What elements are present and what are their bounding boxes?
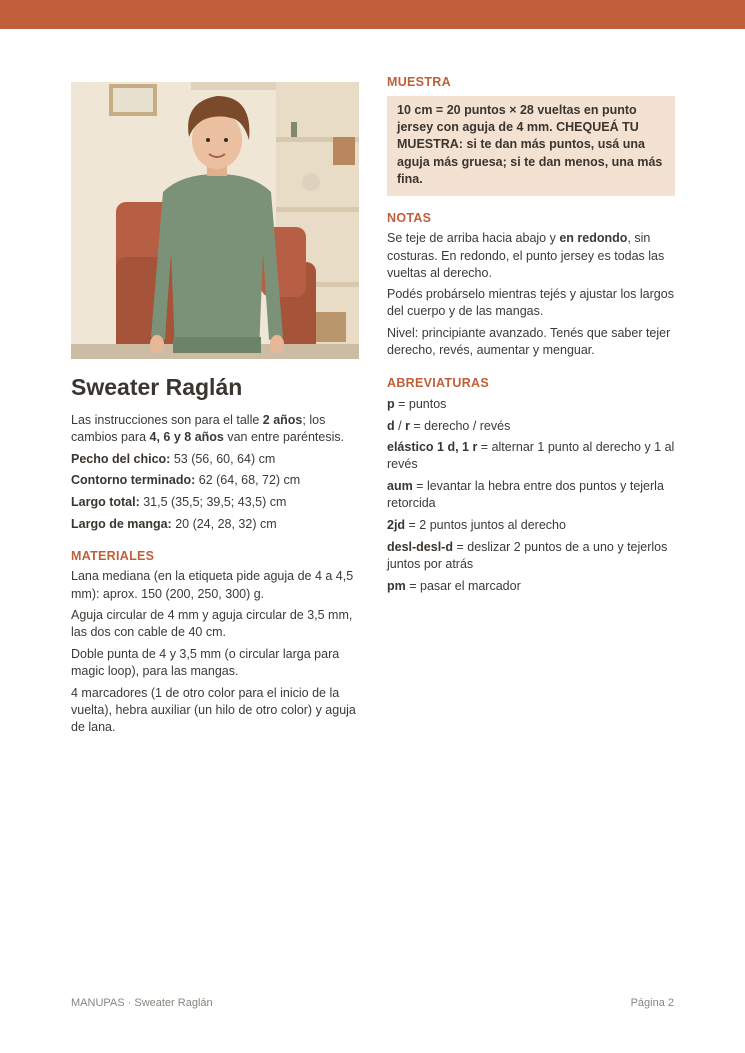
abbreviation-item: aum = levantar la hebra entre dos puntos y tejerla retorcida [387,479,664,511]
note-item: Nivel: principiante avanzado. Tenés que saber tejer derecho, revés, aumentar y menguar. [387,325,671,358]
page-title: Sweater Raglán [71,374,243,400]
gauge-heading: MUESTRA [387,75,451,89]
abbreviations-heading: ABREVIATURAS [387,376,489,391]
gauge-text: 10 cm = 20 puntos × 28 vueltas en punto jersey con aguja de 4 mm. CHEQUEÁ TU MUESTRA: si te dan más puntos, usá una aguja más gruesa; si te dan menos, una más fina. [397,103,663,186]
materials-heading: MATERIALES [71,549,155,564]
top-accent-bar [0,0,745,29]
footer-brand: MANUPAS · Sweater Raglán [71,997,213,1009]
child-sweater-photo [71,82,359,359]
spec-total-length: Largo total: 31,5 (35,5; 39,5; 43,5) cm [71,495,287,510]
abbreviation-item: 2jd = 2 puntos juntos al derecho [387,518,566,533]
abbreviation-item: pm = pasar el marcador [387,578,521,593]
spec-chest: Pecho del chico: 53 (56, 60, 64) cm [71,451,276,466]
material-item: Aguja circular de 4 mm y aguja circular de 3,5 mm, las dos con cable de 40 cm. [71,608,353,640]
gauge-box [387,96,675,196]
size-intro: Las instrucciones son para el talle 2 años; los cambios para 4, 6 y 8 años van entre paréntesis. [71,412,345,444]
spec-sleeve-length: Largo de manga: 20 (24, 28, 32) cm [71,516,277,531]
page-number: Página 2 [630,997,674,1009]
abbreviation-item: desl-desl-d = deslizar 2 puntos de a uno y tejerlos juntos por atrás [387,539,668,571]
abbreviation-item: elástico 1 d, 1 r = alternar 1 punto al derecho y 1 al revés [387,440,675,472]
abbreviation-item: d / r = derecho / revés [387,418,511,433]
note-item: Se teje de arriba hacia abajo y en redondo, sin costuras. En redondo, el punto jersey es todas las vueltas al derecho. [387,231,665,280]
notes-heading: NOTAS [387,211,432,226]
material-item: 4 marcadores (1 de otro color para el inicio de la vuelta), hebra auxiliar (un hilo de otro color) y aguja de lana. [71,685,356,734]
note-item: Podés probárselo mientras tejés y ajustar los largos del cuerpo y de las mangas. [387,287,674,319]
right-column [387,75,675,595]
material-item: Doble punta de 4 y 3,5 mm (o circular larga para magic loop), para las mangas. [71,646,340,679]
spec-finished-circumference: Contorno terminado: 62 (64, 68, 72) cm [71,473,301,488]
left-column [71,82,359,736]
material-item: Lana mediana (en la etiqueta pide aguja de 4 a 4,5 mm): aprox. 150 (200, 250, 300) g. [71,569,354,601]
abbreviation-item: p = puntos [387,396,447,411]
